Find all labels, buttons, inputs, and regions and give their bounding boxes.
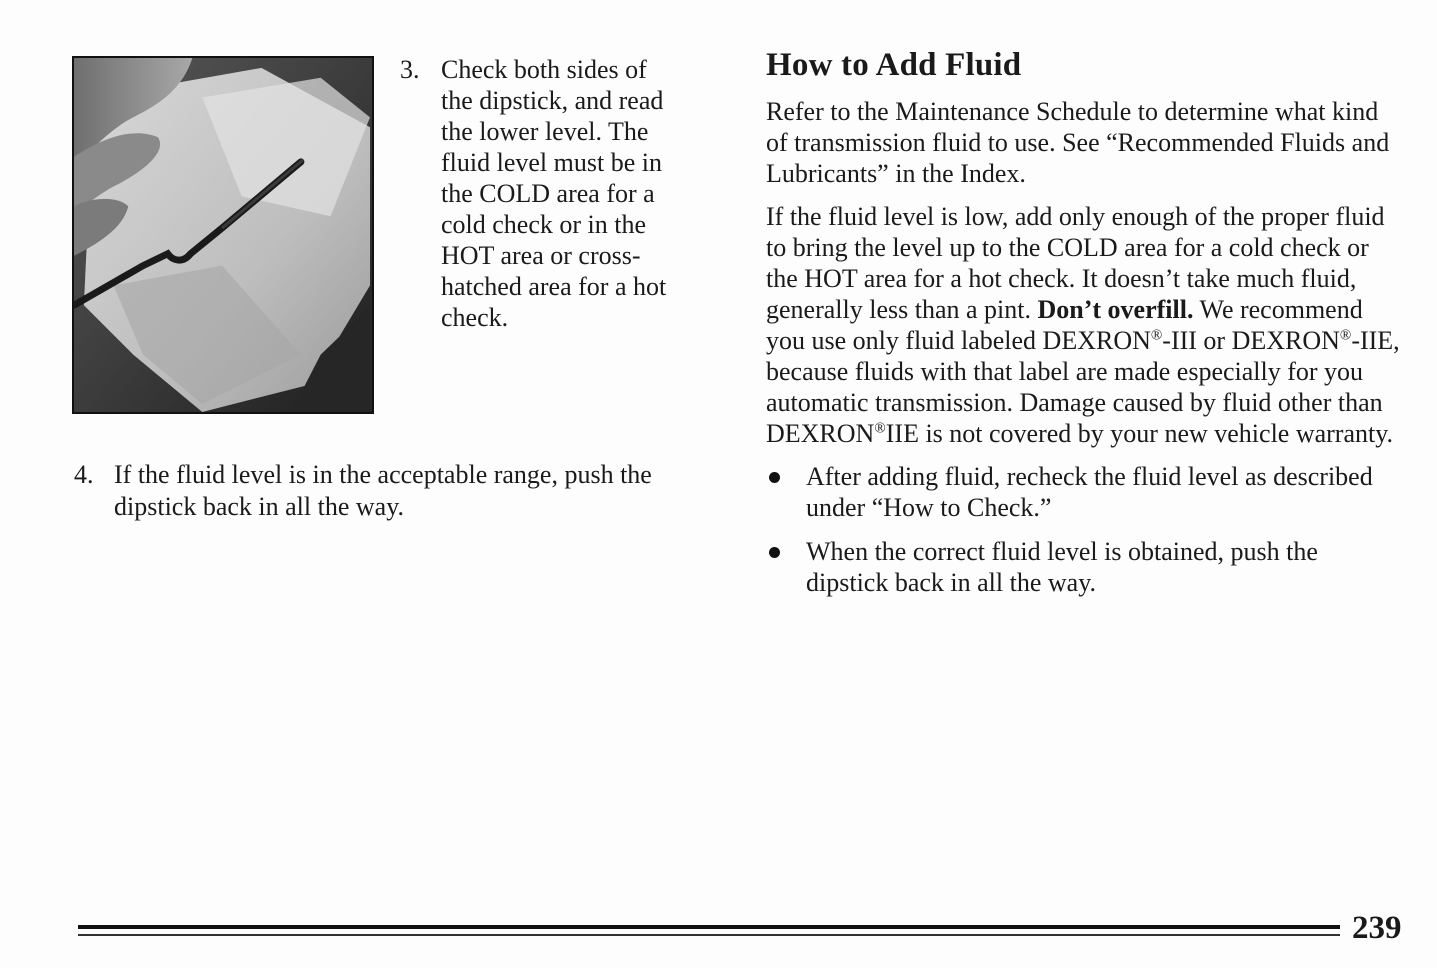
bullet-dot-icon bbox=[769, 547, 780, 558]
para2-text-b: We recommend you use only fluid labeled DEXRON bbox=[766, 295, 1363, 355]
para2-text-e: IIE is not covered by your new vehicle warranty. bbox=[885, 419, 1394, 448]
step-3-text: Check both sides of the dipstick, and read the lower level. The fluid level must be in the COLD area for a cold check or in the HOT area or cross-hatched area for a hot check. bbox=[441, 55, 667, 332]
para2-text-c: -III or DEXRON bbox=[1162, 326, 1340, 355]
page-number: 239 bbox=[1352, 910, 1402, 946]
dont-overfill-warning: Don’t overfill. bbox=[1037, 295, 1194, 324]
bullet-text: When the correct fluid level is obtained, push the dipstick back in all the way. bbox=[806, 537, 1318, 597]
para2-text-a: If the fluid level is low, add only enough of the proper fluid to bring the level up to the COLD area for a cold check or the HOT area for a hot check. It doesn’t take much fluid, generally less than a pint. bbox=[766, 202, 1385, 324]
para2-text-d: -IIE, because fluids with that label are made especially for you automatic transmission. Damage caused by fluid other than DEXRON bbox=[766, 326, 1400, 448]
step-3-number: 3. bbox=[400, 55, 420, 84]
paragraph-fluid-type: Refer to the Maintenance Schedule to determine what kind of transmission fluid to use. See “Recommended Fluids and Lubricants” in the Index. bbox=[766, 97, 1390, 188]
dipstick-photo-illustration bbox=[74, 58, 372, 412]
bullet-dot-icon bbox=[769, 472, 780, 483]
section-heading: How to Add Fluid bbox=[766, 47, 1022, 83]
bullet-list bbox=[766, 461, 1406, 598]
bullet-item bbox=[766, 461, 1406, 523]
how-to-add-fluid-section bbox=[766, 44, 1406, 611]
step-3 bbox=[400, 54, 690, 333]
paragraph-fluid-level bbox=[766, 201, 1406, 449]
bullet-text: After adding fluid, recheck the fluid level as described under “How to Check.” bbox=[806, 462, 1373, 522]
footer-rule-thin bbox=[78, 934, 1340, 936]
step-4 bbox=[74, 459, 714, 523]
bullet-item bbox=[766, 536, 1406, 598]
registered-mark: ® bbox=[1150, 327, 1163, 344]
footer-rule-thick bbox=[78, 925, 1340, 929]
step-4-text: If the fluid level is in the acceptable range, push the dipstick back in all the way. bbox=[114, 460, 652, 521]
registered-mark: ® bbox=[1339, 327, 1352, 344]
step-4-number: 4. bbox=[74, 460, 94, 489]
dipstick-photo bbox=[72, 56, 374, 414]
registered-mark: ® bbox=[874, 420, 886, 437]
